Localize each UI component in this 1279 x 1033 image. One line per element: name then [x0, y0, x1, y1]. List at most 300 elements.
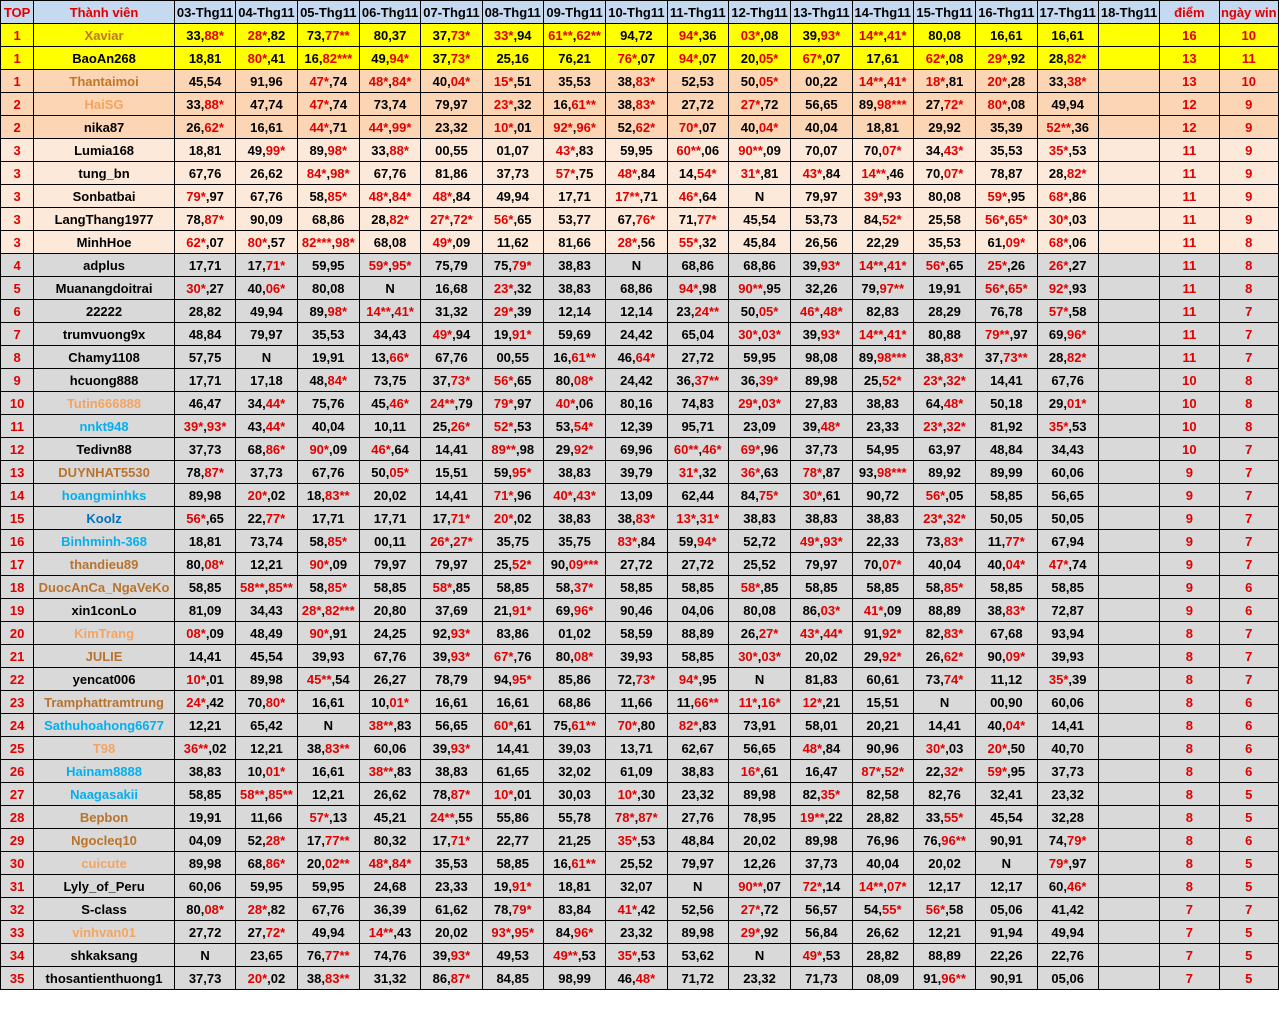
- pick-number: 83: [396, 717, 412, 733]
- pick-number: 77**: [325, 947, 350, 963]
- pick-number: 89: [681, 924, 696, 940]
- pick-number: 98: [558, 970, 573, 986]
- pick-number: 36**: [183, 740, 209, 756]
- pick-number: 97: [1072, 855, 1087, 871]
- pick-number: 21: [330, 786, 345, 802]
- pick-cell: 33,88*: [174, 24, 235, 47]
- pick-number: 40: [311, 418, 327, 434]
- pick-number: 79: [805, 188, 820, 204]
- pick-number: 96: [517, 487, 532, 503]
- pick-number: 79: [458, 395, 473, 411]
- pick-number: 37*: [573, 579, 594, 595]
- pick-cell: [1098, 300, 1159, 323]
- member-name-cell: DUYNHAT5530: [34, 461, 175, 484]
- member-name-cell: thosantienthuong1: [34, 967, 175, 990]
- pick-number: 55: [514, 349, 530, 365]
- pick-number: 23: [681, 786, 696, 802]
- points-cell: 8: [1160, 645, 1219, 668]
- pick-number: 54: [1008, 809, 1023, 825]
- pick-number: 23: [743, 970, 758, 986]
- pick-number: 00: [374, 533, 389, 549]
- pick-cell: 54,55*: [852, 898, 913, 921]
- points-cell: 7: [1160, 921, 1219, 944]
- pick-number: 32: [805, 280, 820, 296]
- pick-number: 96: [763, 441, 779, 457]
- pick-number: 02: [453, 924, 468, 940]
- pick-number: 61: [1008, 27, 1023, 43]
- pick-cell: 28*,56: [606, 231, 667, 254]
- pick-cell: 37,73: [174, 967, 235, 990]
- pick-number: 84: [1008, 441, 1023, 457]
- points-cell: 8: [1160, 875, 1219, 898]
- pick-cell: [1098, 93, 1159, 116]
- pick-number: 96**: [941, 970, 966, 986]
- pick-cell: 37,73: [482, 162, 543, 185]
- pick-number: 06: [1069, 694, 1084, 710]
- win-days-cell: 9: [1219, 116, 1279, 139]
- pick-cell: 70,80*: [236, 691, 297, 714]
- pick-number: 17: [311, 510, 327, 526]
- pick-number: 25: [432, 418, 448, 434]
- pick-number: 41*: [617, 901, 638, 917]
- pick-number: 69: [1048, 326, 1064, 342]
- points-cell: 12: [1160, 93, 1219, 116]
- pick-number: 07: [640, 50, 656, 66]
- pick-cell: 11,12: [976, 668, 1037, 691]
- pick-number: 54: [335, 671, 350, 687]
- pick-number: 46*: [389, 395, 409, 411]
- pick-number: 46: [638, 602, 653, 618]
- pick-number: 86: [453, 165, 468, 181]
- pick-number: 04: [681, 602, 696, 618]
- pick-number: 33: [371, 142, 386, 158]
- pick-number: 59*: [368, 257, 389, 273]
- pick-number: 84: [555, 924, 571, 940]
- pick-number: 91: [1008, 832, 1023, 848]
- pick-cell: [1098, 116, 1159, 139]
- pick-cell: 16,47: [791, 760, 852, 783]
- pick-cell: 74,79*: [1037, 829, 1098, 852]
- pick-number: 62*: [204, 119, 224, 135]
- pick-number: 12: [620, 303, 635, 319]
- pick-cell: 78,87*: [174, 208, 235, 231]
- pick-cell: [1098, 760, 1159, 783]
- pick-number: 94: [1069, 96, 1084, 112]
- pick-number: 80: [186, 901, 201, 917]
- pick-cell: 38,83: [543, 507, 605, 530]
- pick-cell: 21,25: [543, 829, 605, 852]
- pick-number: 48*: [802, 740, 823, 756]
- pick-cell: 67,76: [421, 346, 482, 369]
- pick-cell: 58,85: [667, 645, 728, 668]
- pick-cell: 25,58: [913, 208, 975, 231]
- pick-cell: 01,02: [543, 622, 605, 645]
- pick-cell: 30*,61: [791, 484, 852, 507]
- pick-number: 92: [1008, 418, 1023, 434]
- pick-cell: 27,83: [791, 392, 852, 415]
- pick-cell: [1098, 461, 1159, 484]
- pick-number: 26: [805, 234, 820, 250]
- pick-number: 84: [206, 326, 222, 342]
- pick-number: 97: [453, 556, 468, 572]
- pick-number: 59: [743, 349, 758, 365]
- pick-cell: 24**,79: [421, 392, 482, 415]
- pick-number: 13*: [676, 510, 696, 526]
- member-name-cell: Chamy1108: [34, 346, 175, 369]
- table-row: [1, 346, 1279, 369]
- pick-number: 12: [620, 418, 635, 434]
- pick-cell: 48,84: [976, 438, 1037, 461]
- pick-cell: 54,95: [852, 438, 913, 461]
- pick-number: 04: [699, 326, 714, 342]
- pick-cell: N: [667, 875, 728, 898]
- pick-number: 38: [435, 763, 450, 779]
- pick-cell: 82,76: [913, 783, 975, 806]
- pick-cell: 78,79: [421, 668, 482, 691]
- pick-number: 08: [823, 349, 838, 365]
- rank-cell: 3: [1, 162, 34, 185]
- rank-cell: 10: [1, 392, 34, 415]
- pick-number: 04*: [1005, 556, 1026, 572]
- pick-cell: 37,69: [421, 599, 482, 622]
- pick-number: 86: [761, 257, 776, 273]
- pick-cell: 40*,43*: [543, 484, 605, 507]
- pick-cell: 57*,75: [543, 162, 605, 185]
- pick-number: 32: [1051, 809, 1066, 825]
- pick-number: 97: [453, 96, 468, 112]
- pick-number: 37: [432, 50, 448, 66]
- pick-number: 46: [617, 970, 633, 986]
- pick-number: 02: [823, 648, 838, 664]
- pick-cell: 39,93*: [791, 323, 852, 346]
- pick-number: 92*: [553, 119, 573, 135]
- pick-number: 49: [268, 625, 283, 641]
- pick-cell: 28*,82: [236, 24, 297, 47]
- pick-cell: 17**,71: [606, 185, 667, 208]
- win-days-cell: 6: [1219, 760, 1279, 783]
- member-name-cell: Lyly_of_Peru: [34, 875, 175, 898]
- rank-cell: 11: [1, 415, 34, 438]
- pick-number: 21: [493, 602, 509, 618]
- pick-number: 02: [761, 832, 776, 848]
- pick-number: 61: [514, 694, 530, 710]
- pick-cell: 80*,41: [236, 47, 297, 70]
- pick-number: 56*: [985, 211, 1005, 227]
- pick-number: 68: [681, 257, 696, 273]
- pick-number: 65*: [1008, 211, 1028, 227]
- pick-number: 98***: [876, 96, 907, 112]
- pick-number: 63: [763, 464, 779, 480]
- pick-cell: 28,29: [913, 300, 975, 323]
- pick-number: 25: [743, 556, 758, 572]
- pick-cell: 12,14: [543, 300, 605, 323]
- pick-cell: 49,94: [1037, 93, 1098, 116]
- pick-number: 07: [209, 234, 224, 250]
- pick-number: 41*: [887, 326, 907, 342]
- pick-number: 50: [990, 395, 1005, 411]
- table-row: [1, 530, 1279, 553]
- pick-number: 93: [330, 648, 345, 664]
- pick-number: 94: [1008, 924, 1023, 940]
- pick-cell: 05,06: [1037, 967, 1098, 990]
- pick-number: 83: [396, 763, 412, 779]
- pick-number: 56: [805, 924, 820, 940]
- header-date: 17-Thg11: [1037, 1, 1098, 24]
- table-row: [1, 185, 1279, 208]
- pick-number: 53: [640, 947, 656, 963]
- header-date: 05-Thg11: [297, 1, 359, 24]
- pick-cell: 68,86*: [236, 438, 297, 461]
- pick-number: 83*: [943, 625, 964, 641]
- pick-cell: 35,75: [543, 530, 605, 553]
- pick-number: 30*: [738, 326, 758, 342]
- pick-cell: 20,02: [913, 852, 975, 875]
- pick-cell: 00,55: [421, 139, 482, 162]
- pick-number: 08*: [204, 901, 224, 917]
- pick-number: 75: [311, 395, 327, 411]
- pick-number: 76: [1069, 372, 1084, 388]
- pick-number: 26: [925, 648, 941, 664]
- pick-number: 94: [1069, 533, 1084, 549]
- pick-number: 39: [432, 648, 448, 664]
- pick-cell: 23*,32*: [913, 507, 975, 530]
- pick-number: 28: [371, 211, 386, 227]
- pick-number: 33: [1048, 73, 1064, 89]
- pick-number: 83: [699, 395, 714, 411]
- pick-number: 98: [761, 786, 776, 802]
- pick-number: 91: [946, 280, 961, 296]
- pick-number: 35*: [617, 832, 638, 848]
- pick-number: 82: [270, 901, 286, 917]
- pick-cell: 81,66: [543, 231, 605, 254]
- pick-cell: 27,76: [667, 806, 728, 829]
- pick-number: 80: [555, 372, 571, 388]
- member-name-cell: hoangminhks: [34, 484, 175, 507]
- pick-number: 96: [638, 441, 653, 457]
- pick-number: 88: [946, 326, 961, 342]
- pick-number: 39: [802, 257, 818, 273]
- table-row: [1, 484, 1279, 507]
- pick-number: 27: [247, 924, 263, 940]
- pick-number: 61: [435, 901, 450, 917]
- pick-cell: 23*,32*: [913, 369, 975, 392]
- pick-number: 39: [802, 27, 818, 43]
- pick-number: 58: [1051, 579, 1066, 595]
- pick-number: 96: [884, 832, 899, 848]
- pick-number: 47*: [309, 96, 329, 112]
- pick-number: 20*: [987, 73, 1008, 89]
- pick-cell: 35,53: [297, 323, 359, 346]
- pick-number: 53: [517, 418, 532, 434]
- pick-number: 84*: [306, 165, 327, 181]
- pick-number: 38: [188, 763, 204, 779]
- pick-number: 71: [330, 510, 345, 526]
- pick-cell: N: [976, 852, 1037, 875]
- pick-cell: 89,98: [236, 668, 297, 691]
- pick-number: 79*: [1048, 855, 1069, 871]
- pick-number: 79: [453, 671, 468, 687]
- pick-number: 25*: [987, 257, 1008, 273]
- pick-cell: 46,47: [174, 392, 235, 415]
- pick-cell: 52**,36: [1037, 116, 1098, 139]
- win-days-cell: 8: [1219, 254, 1279, 277]
- pick-number: 70*: [617, 717, 638, 733]
- pick-number: 21: [884, 717, 899, 733]
- pick-cell: 00,55: [482, 346, 543, 369]
- pick-cell: 01,07: [482, 139, 543, 162]
- pick-number: 06: [1069, 464, 1084, 480]
- pick-cell: 29,92*: [543, 438, 605, 461]
- pick-number: 66: [576, 234, 591, 250]
- pick-cell: 45,54: [976, 806, 1037, 829]
- pick-number: 42: [638, 372, 653, 388]
- pick-number: 71: [638, 740, 653, 756]
- pick-cell: 79*,97: [174, 185, 235, 208]
- pick-cell: 47*,74: [297, 70, 359, 93]
- pick-cell: 46,48*: [606, 967, 667, 990]
- pick-cell: 80,08: [913, 24, 975, 47]
- pick-number: 27: [391, 671, 407, 687]
- pick-number: 56: [640, 234, 656, 250]
- pick-number: 14**: [858, 878, 884, 894]
- pick-number: 87*: [204, 464, 224, 480]
- pick-number: 83: [823, 395, 838, 411]
- pick-cell: 58,85: [359, 576, 420, 599]
- pick-cell: 63,97: [913, 438, 975, 461]
- pick-number: 73: [268, 464, 283, 480]
- pick-number: 33: [186, 27, 201, 43]
- pick-number: 83*: [635, 510, 656, 526]
- pick-number: 84: [699, 832, 714, 848]
- pick-number: 65: [209, 510, 224, 526]
- pick-number: 22: [828, 809, 843, 825]
- pick-number: 40: [1051, 740, 1066, 756]
- pick-cell: 70,07*: [913, 162, 975, 185]
- pick-cell: 13,09: [606, 484, 667, 507]
- pick-number: 41: [270, 50, 286, 66]
- pick-number: 81: [206, 533, 222, 549]
- pick-number: 84*: [391, 855, 412, 871]
- pick-cell: 26,62: [236, 162, 297, 185]
- pick-number: 73: [925, 671, 941, 687]
- pick-cell: 37,73: [236, 461, 297, 484]
- pick-cell: 29*,92: [728, 921, 790, 944]
- pick-number: 32: [699, 786, 714, 802]
- pick-number: 09: [766, 142, 781, 158]
- pick-cell: 91,96**: [913, 967, 975, 990]
- pick-cell: 58**,85**: [236, 783, 297, 806]
- pick-cell: 03*,08: [728, 24, 790, 47]
- pick-cell: 29*,92: [976, 47, 1037, 70]
- pick-number: 02: [576, 625, 591, 641]
- pick-number: 83: [576, 464, 591, 480]
- pick-number: 61**: [571, 349, 596, 365]
- pick-number: 35: [558, 73, 573, 89]
- pick-cell: 17,71*: [236, 254, 297, 277]
- points-cell: 8: [1160, 806, 1219, 829]
- pick-number: 38: [866, 395, 881, 411]
- pick-cell: 15,51: [852, 691, 913, 714]
- pick-number: 28: [866, 947, 881, 963]
- pick-cell: 90,91: [976, 967, 1037, 990]
- pick-number: 02: [517, 510, 532, 526]
- pick-number: 52: [247, 832, 263, 848]
- pick-number: 39: [517, 303, 532, 319]
- pick-number: 09: [761, 418, 776, 434]
- pick-number: 16: [805, 763, 820, 779]
- pick-number: 35*: [1048, 671, 1069, 687]
- pick-cell: N: [606, 254, 667, 277]
- pick-cell: 71*,96: [482, 484, 543, 507]
- pick-number: 93*: [450, 740, 471, 756]
- win-days-cell: 7: [1219, 438, 1279, 461]
- pick-cell: 52,53: [667, 70, 728, 93]
- header-win-days: ngày win: [1219, 1, 1279, 24]
- pick-number: 02: [391, 487, 407, 503]
- win-days-cell: 7: [1219, 461, 1279, 484]
- pick-number: 05*: [389, 464, 409, 480]
- pick-cell: 46*,64: [667, 185, 728, 208]
- pick-number: 48: [990, 441, 1005, 457]
- pick-number: 86: [432, 970, 448, 986]
- pick-cell: 58,85: [1037, 576, 1098, 599]
- pick-cell: 10,11: [359, 415, 420, 438]
- pick-cell: 38,83: [174, 760, 235, 783]
- pick-number: 07: [702, 119, 717, 135]
- pick-cell: 16,61**: [543, 346, 605, 369]
- pick-cell: 20,05*: [728, 47, 790, 70]
- pick-number: 39*: [863, 188, 884, 204]
- pick-cell: 69,96*: [543, 599, 605, 622]
- pick-number: 27*: [453, 533, 473, 549]
- pick-number: 09: [332, 556, 348, 572]
- pick-number: 27: [681, 809, 696, 825]
- pick-number: 38: [866, 510, 881, 526]
- table-row: [1, 553, 1279, 576]
- pick-number: 80*: [247, 234, 268, 250]
- pick-number: 35: [496, 533, 511, 549]
- pick-number: 68: [743, 257, 758, 273]
- rank-cell: 19: [1, 599, 34, 622]
- pick-number: 93: [1069, 648, 1084, 664]
- pick-number: 03*: [740, 27, 761, 43]
- pick-number: 06: [1072, 234, 1087, 250]
- pick-number: 87*: [204, 211, 224, 227]
- pick-cell: 20,02: [728, 829, 790, 852]
- pick-cell: 47*,74: [1037, 553, 1098, 576]
- pick-cell: 67*,07: [791, 47, 852, 70]
- pick-cell: 45,54: [236, 645, 297, 668]
- pick-cell: 76,96**: [913, 829, 975, 852]
- pick-cell: 16,68: [421, 277, 482, 300]
- pick-number: 69: [620, 441, 635, 457]
- member-name-cell: hcuong888: [34, 369, 175, 392]
- pick-cell: 79,97: [791, 185, 852, 208]
- pick-number: 44: [699, 487, 714, 503]
- member-name-cell: BaoAn268: [34, 47, 175, 70]
- pick-number: 90**: [738, 280, 763, 296]
- pick-number: 03: [948, 740, 964, 756]
- pick-number: 80: [373, 832, 389, 848]
- table-row: [1, 691, 1279, 714]
- pick-number: 36: [373, 901, 389, 917]
- pick-cell: 17,71: [297, 507, 359, 530]
- pick-cell: 93,94: [1037, 622, 1098, 645]
- pick-number: 95: [681, 418, 696, 434]
- rank-cell: 29: [1, 829, 34, 852]
- member-name-cell: tung_bn: [34, 162, 175, 185]
- win-days-cell: 9: [1219, 185, 1279, 208]
